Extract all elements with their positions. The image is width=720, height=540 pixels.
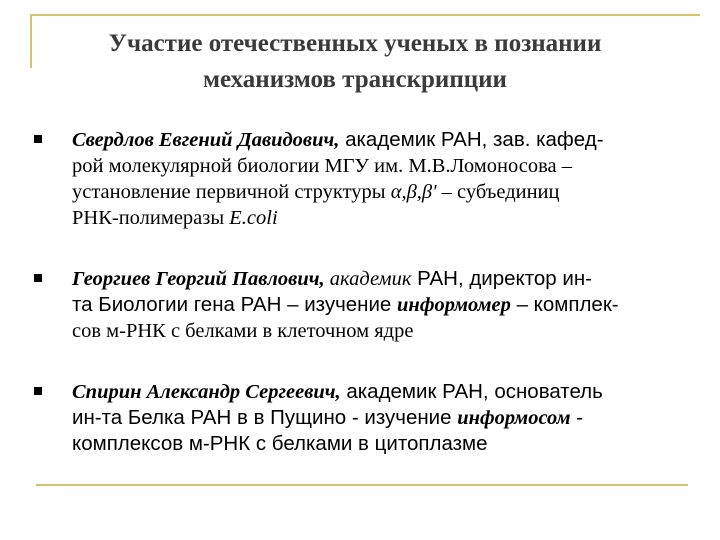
frame-horizontal-line xyxy=(30,14,700,16)
slide-title-line-2: механизмов транскрипции xyxy=(203,66,507,93)
bullet-text: рой молекулярной биологии МГУ им. М.В.Ломоносова – xyxy=(72,155,572,177)
bullet-line xyxy=(72,318,694,344)
bullet-text: комплексов м-РНК с белками в цитоплазме xyxy=(72,432,488,455)
key-term: информосом xyxy=(457,407,571,429)
bullet-line xyxy=(72,127,694,153)
bullet-item-sverdlov xyxy=(34,127,694,231)
bullet-text: та Биологии гена РАН – изучение xyxy=(72,293,398,316)
bullet-list xyxy=(34,127,694,457)
scientist-name: Свердлов Евгений Давидович, xyxy=(72,129,340,151)
bullet-text: академик РАН, зав. кафед- xyxy=(339,128,604,151)
bullet-line xyxy=(72,431,694,457)
bullet-line xyxy=(72,205,694,231)
slide-title xyxy=(40,26,670,98)
scientist-name: Георгиев Георгий Павлович, xyxy=(72,268,325,290)
bullet-text: установление первичной структуры xyxy=(72,181,391,203)
academic-title: академик xyxy=(324,268,412,290)
bullet-line xyxy=(72,266,694,292)
bullet-text: сов м-РНК с белками в клеточном ядре xyxy=(72,320,414,342)
bullet-line xyxy=(72,153,694,179)
bullet-text: - xyxy=(570,406,584,429)
bullet-line xyxy=(72,179,694,205)
bullet-item-spirin xyxy=(34,379,694,457)
slide-title-line-1: Участие отечественных ученых в познании xyxy=(108,30,602,57)
bullet-line xyxy=(72,379,694,405)
organism-name: E.coli xyxy=(229,207,278,229)
bullet-text: ин-та Белка РАН в в Пущино - изучение xyxy=(72,406,458,429)
square-bullet-icon xyxy=(34,135,42,143)
frame-vertical-line xyxy=(30,14,32,68)
bullet-text: – комплек- xyxy=(510,293,619,316)
square-bullet-icon xyxy=(34,274,42,282)
bullet-text: РАН, директор ин- xyxy=(411,267,593,290)
bullet-item-georgiev xyxy=(34,266,694,344)
bullet-text: РНК-полимеразы xyxy=(72,207,230,229)
key-term: информомер xyxy=(397,294,511,316)
bullet-text: – субъединиц xyxy=(436,181,560,203)
footer-divider xyxy=(36,484,688,486)
bullet-text: академик РАН, основатель xyxy=(340,380,603,403)
bullet-line xyxy=(72,405,694,431)
greek-subunits: α,β,β' xyxy=(390,181,437,203)
square-bullet-icon xyxy=(34,387,42,395)
bullet-line xyxy=(72,292,694,318)
scientist-name: Спирин Александр Сергеевич, xyxy=(72,381,341,403)
